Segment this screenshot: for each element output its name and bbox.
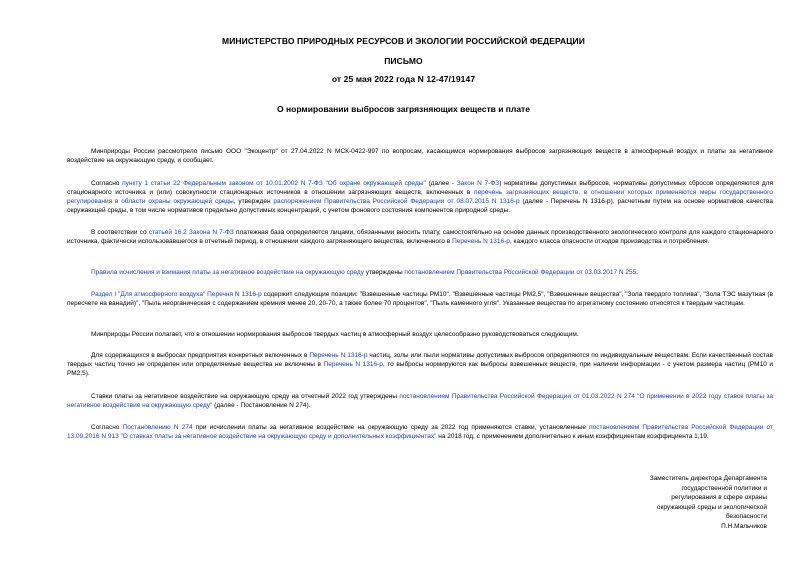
section-i-link[interactable]: Раздел I "Для атмосферного воздуха" Перечня N 1316-р — [91, 291, 262, 298]
paragraph-text: ) нормативы допустимых выбросов, нормативы допустимых сбросов определяются для стационарного источника и (или) совокупности стационарных источников в отношении загрязняющих веществ, включенных в — [67, 180, 773, 196]
paragraph-text: платежная база определяется лицами, обязанными вносить плату, самостоятельно на основе данных производственного экологического контроля для каждого стационарного источника, фактически использовавшегося в отчетный период, в отношении каждого загрязняющего вещества, включенного в — [67, 229, 773, 245]
paragraph-text: Ставки платы за негативное воздействие на окружающую среду на отчетный 2022 год утверждены — [91, 393, 400, 400]
government-order-link[interactable]: распоряжением Правительства Российской Федерации от 08.07.2015 N 1316-р — [273, 198, 520, 205]
paragraph-5 — [67, 290, 773, 308]
paragraph-text: содержит следующие позиции: "Взвешенные частицы РМ10", "Взвешенные частицы РМ2,5", "Взвешенные вещества", "Зола твердого топлива", "Зола ТЭС мазутная (в пересчете на ванадий)", "Пыль неорганическая с содержанием кремния менее 20, 20-70, а также более 70 процентов", "Пыль каменного угля". Указанные вещества по агрегатному состоянию относятся к твердым частицам. — [67, 291, 773, 307]
paragraph-text: (далее - — [425, 180, 457, 187]
signature-line: регулирования в сфере охраны — [671, 494, 767, 501]
document-type: ПИСЬМО — [384, 56, 423, 66]
paragraph-8 — [67, 392, 773, 410]
paragraph-text: Для содержащихся в выбросах предприятия конкретных включенных в — [91, 352, 310, 359]
law-short-link[interactable]: Закон N 7-ФЗ — [456, 180, 500, 187]
signatory-name: П.Н.Мальчиков — [721, 522, 767, 530]
signature-line: безопасности — [725, 513, 767, 520]
paragraph-text: , то выбросы нормируются как выбросы взвешенных веществ, при наличии информации - с учетом размера частиц (РМ10 и РМ2,5). — [67, 361, 774, 377]
paragraph-6 — [67, 330, 773, 339]
paragraph-text: Минприроды России полагает, что в отношении нормирования выбросов твердых частиц в атмосферный воздух целесообразно руководствоваться следующим. — [91, 331, 579, 338]
list-1316-link[interactable]: Перечень N 1316-р — [323, 361, 383, 368]
resolution-913-link[interactable]: постановлением Правительства Российской Федерации от 13.09.2016 N 913 "О ставках платы за негативное воздействие на окружающую среду и дополнительных коэффициентах" — [67, 424, 773, 440]
paragraph-1 — [67, 147, 773, 165]
signature-line: государственной политики и — [681, 484, 767, 492]
paragraph-4 — [67, 268, 773, 277]
ministry-heading: МИНИСТЕРСТВО ПРИРОДНЫХ РЕСУРСОВ И ЭКОЛОГИИ РОССИЙСКОЙ ФЕДЕРАЦИИ — [222, 36, 585, 46]
paragraph-text: Согласно — [91, 180, 123, 187]
signature-block — [567, 474, 767, 531]
list-1316-link[interactable]: Перечень N 1316-р — [452, 238, 510, 245]
paragraph-text: (далее - Постановление N 274). — [212, 402, 311, 409]
paragraph-text: Согласно — [91, 424, 123, 431]
document-subject: О нормировании выбросов загрязняющих веществ и плате — [277, 104, 530, 114]
pollutants-list-link[interactable]: перечень загрязняющих веществ, в отношении которых применяются меры государственного регулирования в области охраны окружающей среды — [67, 189, 773, 205]
resolution-274-link[interactable]: постановлением Правительства Российской Федерации от 01.03.2022 N 274 "О применении в 2022 году ставок платы за негативное воздействие на окружающую среду" — [67, 393, 773, 409]
signature-line: Заместитель директора Департамента — [649, 475, 767, 482]
payment-rules-link[interactable]: Правила исчисления и взимания платы за негативное воздействие на окружающую среду — [91, 269, 364, 276]
paragraph-3 — [67, 228, 773, 246]
paragraph-text: Минприроды России рассмотрело письмо ООО "Экоцентр" от 27.04.2022 N МСК-0422-997 по вопросам, касающимся нормирования выбросов загрязняющих веществ в атмосферный воздух и платы за негативное воздействие на окружающую среду, и сообщает. — [67, 148, 773, 164]
paragraph-9 — [67, 423, 773, 441]
paragraph-text: утверждены — [363, 269, 405, 276]
list-1316-link[interactable]: Перечень N 1316-р — [309, 352, 368, 359]
resolution-255-link[interactable]: постановлением Правительства Российской Федерации от 03.03.2017 N 255 — [404, 269, 637, 276]
article-16-2-link[interactable]: статьей 16.2 Закона N 7-ФЗ — [148, 229, 234, 236]
paragraph-text: (далее - Перечень N 1316-р), расчетным путем на основе нормативов качества окружающей среды, в том числе нормативов предельно допустимых концентраций, с учетом фонового состояния компонентов природной среды. — [67, 198, 773, 214]
paragraph-text: В соответствии со — [91, 229, 149, 236]
signature-line: окружающей среды и экологической — [656, 503, 767, 511]
resolution-274-short-link[interactable]: Постановлению N 274 — [122, 424, 193, 431]
paragraph-text: . — [636, 269, 639, 276]
paragraph-2 — [67, 179, 773, 215]
paragraph-text: на 2018 год, с применением дополнительно к иным коэффициентам коэффициента 1,19. — [436, 433, 709, 440]
paragraph-7 — [67, 351, 773, 378]
paragraph-text: при исчислении платы за негативное воздействие на окружающую среду за 2022 год применяются ставки, установленные — [192, 424, 590, 431]
law-article-link[interactable]: пункту 1 статьи 22 Федеральным законом от 10.01.2002 N 7-ФЗ "Об охране окружающей среды" — [122, 180, 426, 187]
paragraph-text: , каждого класса опасности отходов производства и потребления. — [509, 238, 710, 245]
paragraph-text: , утвержден — [233, 198, 274, 205]
paragraph-text: частиц, золы или пыли нормативы допустимых выбросов определяются по индивидуальным веществам. Если качественный состав твердых частиц точно не определен или определяемые вещества не включены в — [67, 352, 773, 368]
document-date-number: от 25 мая 2022 года N 12-47/19147 — [331, 74, 476, 84]
